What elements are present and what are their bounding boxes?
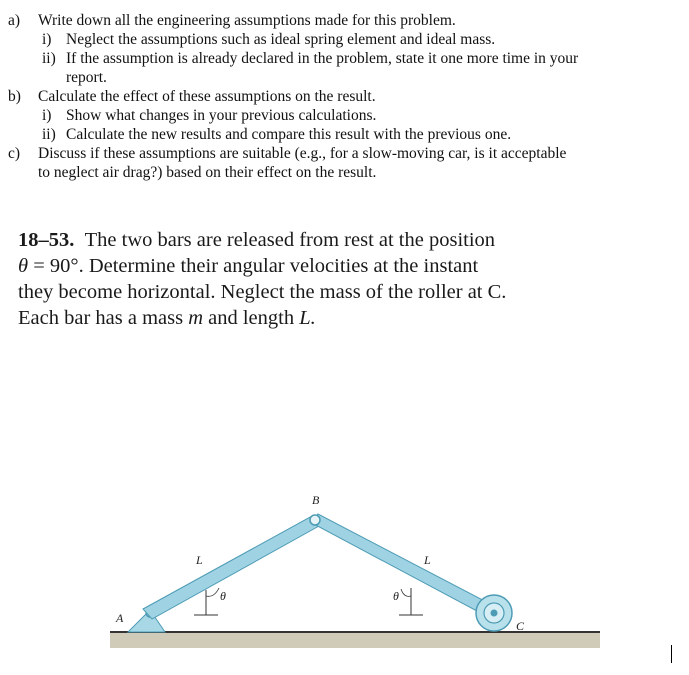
instruction-a-ii-marker: ii) bbox=[42, 50, 56, 67]
problem-line-2 bbox=[18, 254, 478, 279]
instruction-a bbox=[8, 12, 456, 30]
instruction-c-cont: to neglect air drag?) based on their effect on the result. bbox=[38, 164, 377, 181]
pin-b bbox=[310, 515, 320, 525]
mechanism-figure bbox=[0, 470, 689, 675]
problem-line-2-text: = 90°. Determine their angular velocities at the instant bbox=[33, 255, 479, 277]
instruction-b bbox=[8, 88, 376, 106]
instruction-b-marker: b) bbox=[8, 88, 21, 105]
instruction-c-marker: c) bbox=[8, 145, 21, 162]
instruction-a-marker: a) bbox=[8, 12, 21, 29]
label-l-right: L bbox=[424, 553, 431, 567]
problem-line-4-pre: Each bar has a mass bbox=[18, 307, 184, 329]
bar-ab bbox=[143, 516, 319, 619]
instruction-b-i-marker: i) bbox=[42, 107, 52, 124]
instruction-b-ii-text: Calculate the new results and compare this result with the previous one. bbox=[66, 126, 512, 143]
problem-line-1-text: The two bars are released from rest at the position bbox=[84, 229, 496, 251]
instruction-a-ii-text: If the assumption is already declared in the problem, state it one more time in your bbox=[66, 50, 579, 67]
label-b: B bbox=[312, 493, 320, 507]
bar-bc bbox=[310, 514, 498, 618]
text-cursor bbox=[671, 645, 672, 663]
instruction-a-i-text: Neglect the assumptions such as ideal spring element and ideal mass. bbox=[66, 31, 496, 48]
label-l-left: L bbox=[196, 553, 203, 567]
problem-length-symbol: L. bbox=[299, 307, 316, 329]
problem-number: 18–53. bbox=[18, 229, 75, 251]
instruction-b-ii-marker: ii) bbox=[42, 126, 56, 143]
label-c: C bbox=[516, 619, 525, 633]
ground-hatch bbox=[110, 632, 600, 648]
label-a: A bbox=[116, 611, 124, 625]
label-theta-right: θ bbox=[393, 589, 399, 603]
instruction-c bbox=[8, 145, 566, 163]
problem-line-4 bbox=[18, 306, 316, 331]
problem-line-1 bbox=[18, 228, 495, 253]
roller-c-pin bbox=[491, 610, 498, 617]
label-theta-left: θ bbox=[220, 589, 226, 603]
instruction-a-i-marker: i) bbox=[42, 31, 52, 48]
problem-line-4-mid: and length bbox=[208, 307, 295, 329]
instruction-b-i-text: Show what changes in your previous calculations. bbox=[66, 107, 377, 124]
instruction-a-i bbox=[42, 31, 495, 49]
problem-mass-symbol: m bbox=[188, 307, 204, 329]
theta-arc-left bbox=[206, 588, 219, 596]
instruction-c-text: Discuss if these assumptions are suitable (e.g., for a slow-moving car, is it acceptable bbox=[38, 145, 567, 162]
problem-line-3: they become horizontal. Neglect the mass of the roller at C. bbox=[18, 281, 507, 303]
instruction-b-text: Calculate the effect of these assumptions on the result. bbox=[38, 88, 376, 105]
theta-arc-right bbox=[401, 589, 411, 596]
problem-theta: θ bbox=[18, 255, 29, 277]
instruction-a-ii-cont: report. bbox=[66, 69, 107, 86]
instruction-a-text: Write down all the engineering assumptions made for this problem. bbox=[38, 12, 456, 29]
instruction-b-i bbox=[42, 107, 376, 125]
instruction-a-ii bbox=[42, 50, 578, 68]
instruction-b-ii bbox=[42, 126, 511, 144]
